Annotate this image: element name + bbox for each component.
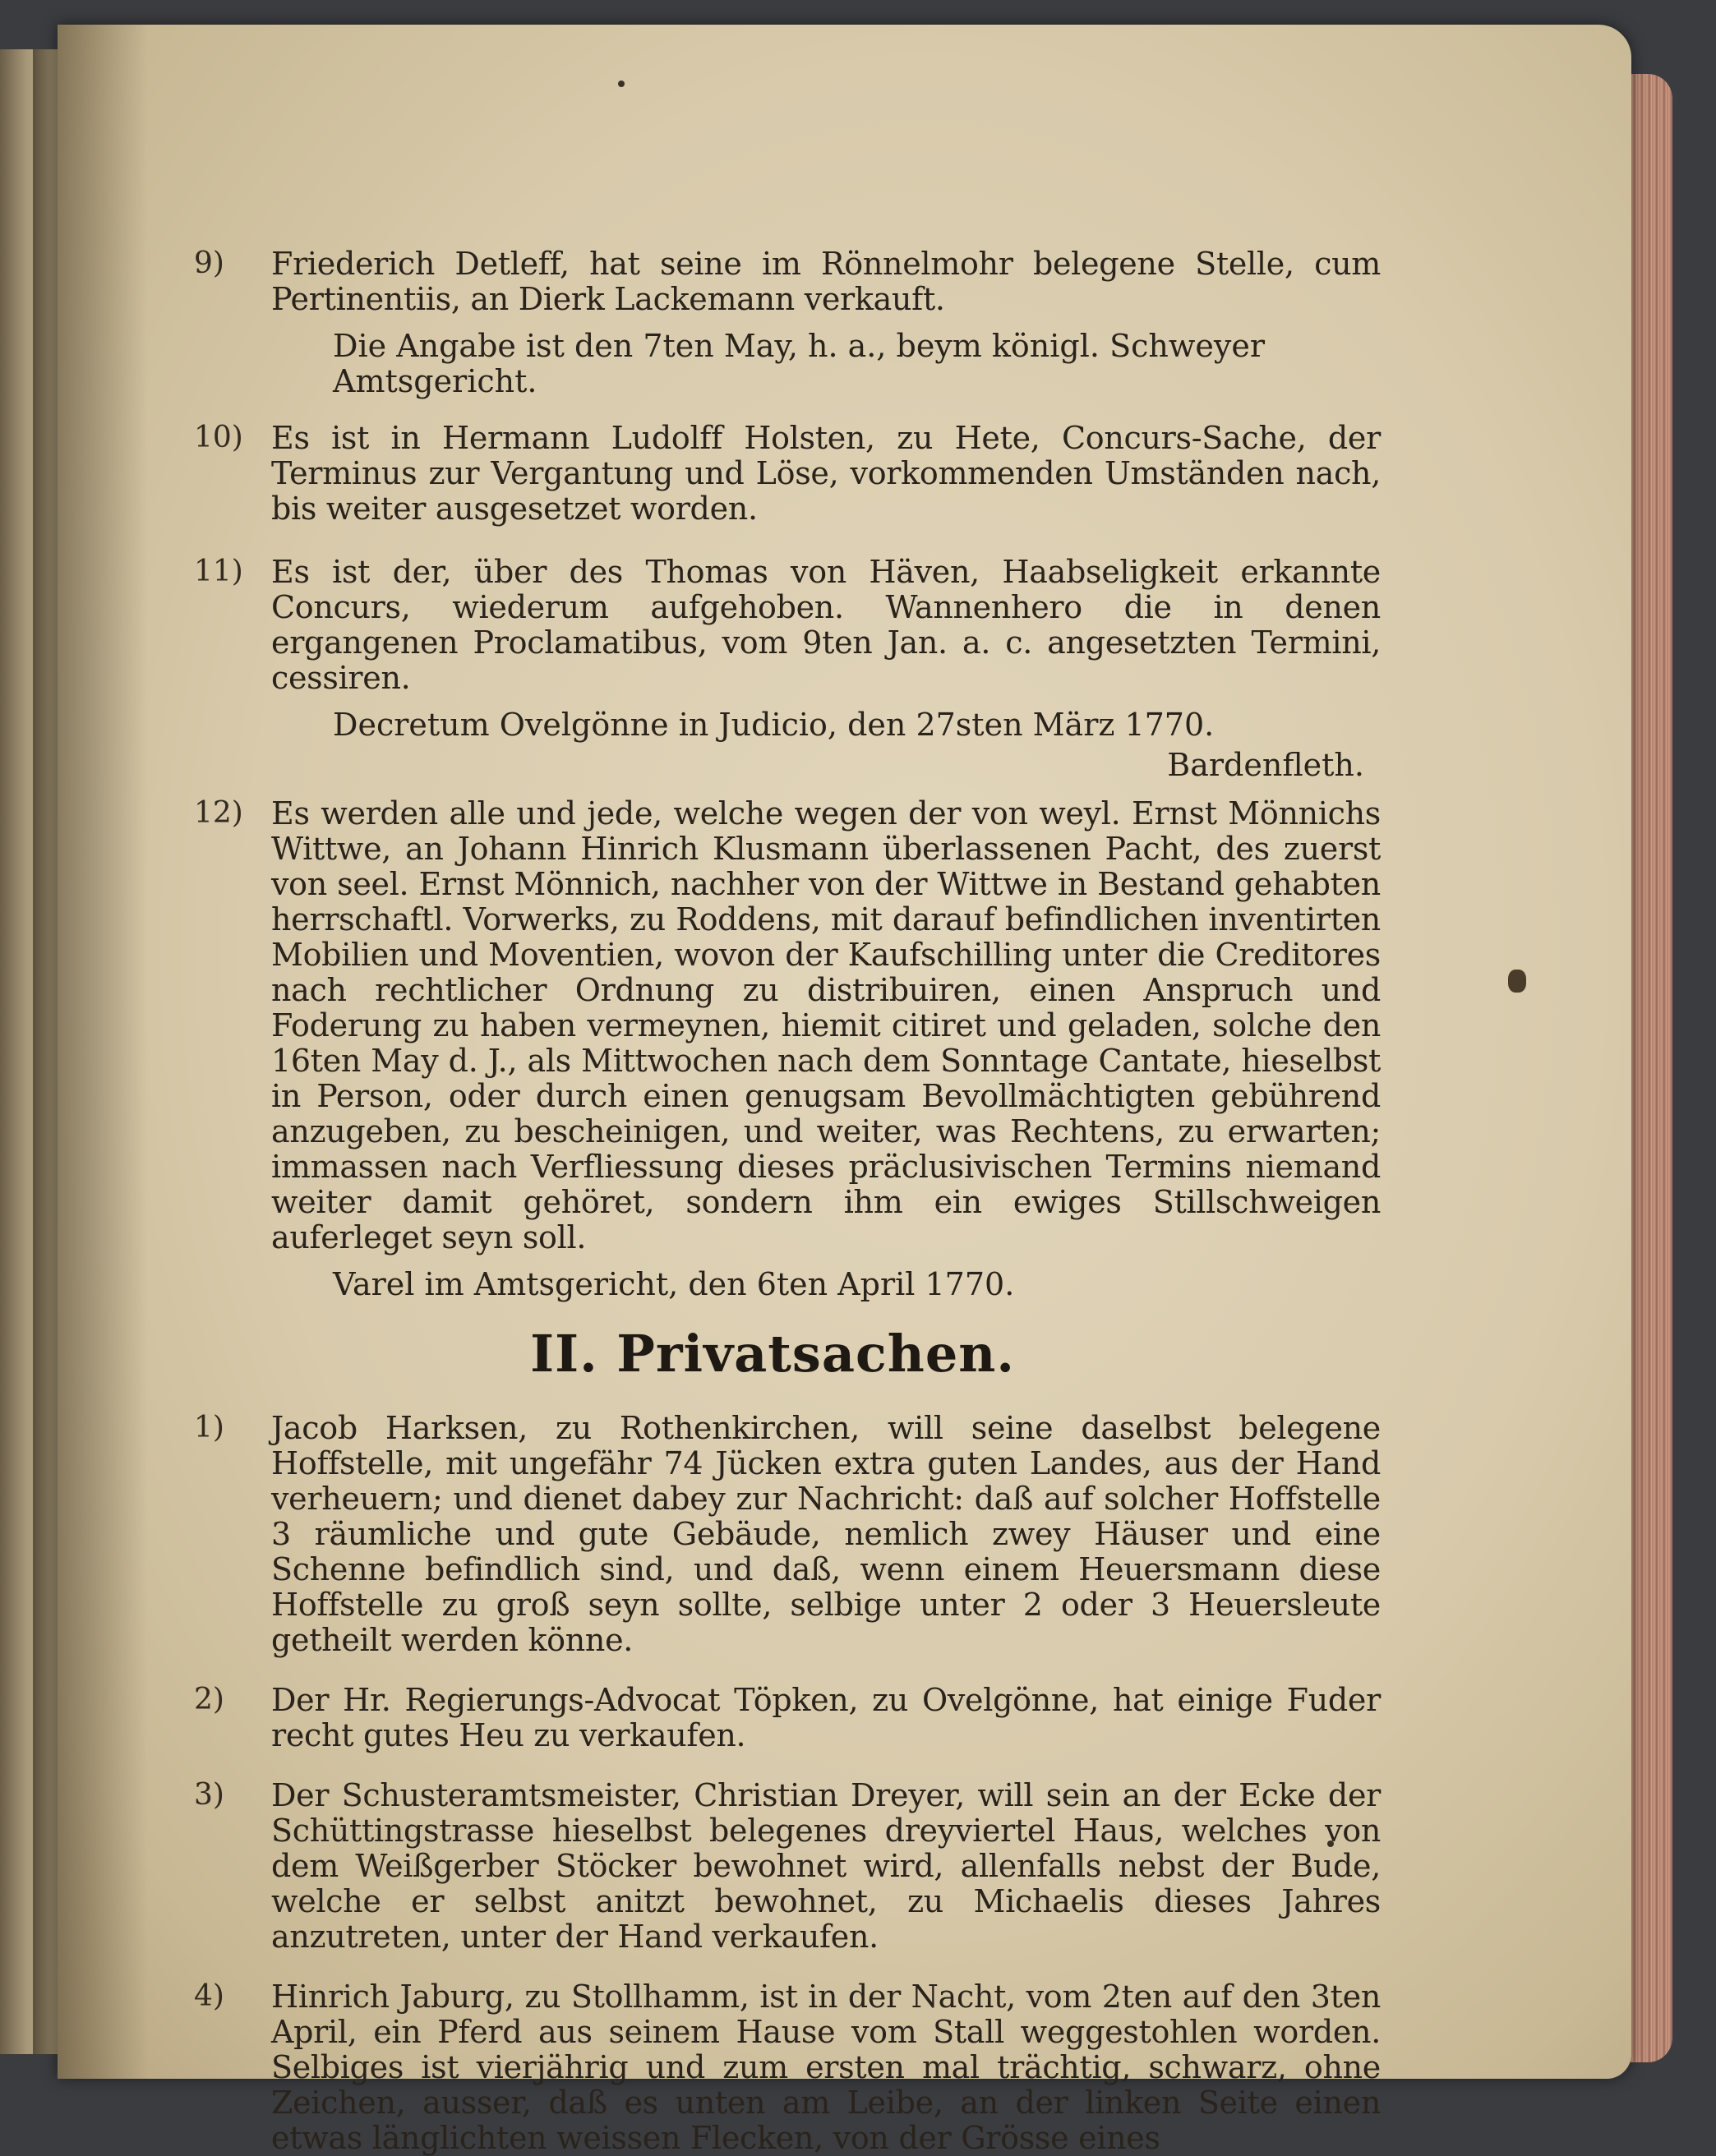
list-item — [164, 1683, 1381, 1753]
date-line: Die Angabe ist den 7ten May, h. a., beym königl. Schweyer Amtsgericht. — [333, 328, 1265, 399]
signature-line: Bardenfleth. — [1167, 747, 1364, 783]
entry-number: 4) — [194, 1979, 224, 2013]
entry-text: Der Schusteramtsmeister, Christian Dreyer, will sein an der Ecke der Schüttingstrasse hieselbst belegenes dreyviertel Haus, welches von dem Weißgerber Stöcker bewohnet wird, allenfalls nebst der Bude, welche er selbst anitzt bewohnet, zu Michaelis dieses Jahres anzutreten, unter der Hand verkaufen. — [271, 1777, 1381, 1955]
section-heading: II. Privatsachen. — [530, 1324, 1015, 1384]
entry-text: Friederich Detleff, hat seine im Rönnelmohr belegene Stelle, cum Pertinentiis, an Dierk Lackemann verkauft. — [271, 246, 1381, 317]
list-item — [164, 1778, 1381, 1955]
date-line: Varel im Amtsgericht, den 6ten April 1770. — [333, 1266, 1015, 1302]
entry-number: 12) — [194, 796, 243, 830]
entry-text: Jacob Harksen, zu Rothenkirchen, will seine daselbst belegene Hoffstelle, mit ungefähr 74 Jücken extra guten Landes, aus der Hand verheuern; und dienet dabey zur Nachricht: daß auf solcher Hoffstelle 3 räumliche und gute Gebäude, nemlich zwey Häuser und eine Schenne befindlich sind, und daß, wenn einem Heuersmann diese Hoffstelle zu groß seyn sollte, selbige unter 2 oder 3 Heuersleute getheilt werden könne. — [271, 1410, 1381, 1658]
entry-number: 10) — [194, 421, 243, 454]
list-item — [164, 555, 1381, 696]
fold-shadow — [58, 25, 148, 2079]
entry-number: 2) — [194, 1683, 224, 1716]
list-item — [164, 796, 1381, 1255]
date-line: Decretum Ovelgönne in Judicio, den 27sten März 1770. — [333, 707, 1215, 743]
entry-text: Der Hr. Regierungs-Advocat Töpken, zu Ovelgönne, hat einige Fuder recht gutes Heu zu verkaufen. — [271, 1682, 1381, 1753]
ink-stain — [1508, 970, 1526, 993]
entry-number: 1) — [194, 1411, 224, 1444]
entry-text: Es ist der, über des Thomas von Häven, Haabseligkeit erkannte Concurs, wiederum aufgehoben. Wannenhero die in denen ergangenen Proclamatibus, vom 9ten Jan. a. c. angesetzten Termini, cessiren. — [271, 554, 1381, 696]
list-item — [164, 1979, 1381, 2156]
page-content — [164, 246, 1381, 2156]
entry-text: Hinrich Jaburg, zu Stollhamm, ist in der Nacht, vom 2ten auf den 3ten April, ein Pferd aus seinem Hause vom Stall weggestohlen worden. Selbiges ist vierjährig und zum ersten mal trächtig, schwarz, ohne Zeichen, ausser, daß es unten am Leibe, an der linken Seite einen etwas länglichten weissen Flecken, von der Grösse eines — [271, 1979, 1381, 2156]
entry-text: Es werden alle und jede, welche wegen der von weyl. Ernst Mönnichs Wittwe, an Johann Hinrich Klusmann überlassenen Pacht, des zuerst von seel. Ernst Mönnich, nachher von der Wittwe in Bestand gehabten herrschaftl. Vorwerks, zu Roddens, mit darauf befindlichen inventirten Mobilien und Moventien, wovon der Kaufschilling unter die Creditores nach rechtlicher Ordnung zu distribuiren, einen Anspruch und Foderung zu haben vermeynen, hiemit citiret und geladen, solche den 16ten May d. J., als Mittwochen nach dem Sonntage Cantate, hieselbst in Person, oder durch einen genugsam Bevollmächtigten gebührend anzugeben, zu bescheinigen, und weiter, was Rechtens, zu erwarten; immassen nach Verfliessung dieses präclusivischen Termins niemand weiter damit gehöret, sondern ihm ein ewiges Stillschweigen auferleget seyn soll. — [271, 795, 1381, 1255]
ink-dot — [618, 81, 625, 87]
entry-number: 11) — [194, 555, 243, 588]
entry-text: Es ist in Hermann Ludolff Holsten, zu Hete, Concurs-Sache, der Terminus zur Vergantung und Löse, vorkommenden Umständen nach, bis weiter ausgesetzet worden. — [271, 420, 1381, 527]
entry-number: 3) — [194, 1778, 224, 1812]
entry-number: 9) — [194, 246, 224, 280]
list-item — [164, 421, 1381, 527]
list-item — [164, 246, 1381, 317]
list-item — [164, 1411, 1381, 1658]
